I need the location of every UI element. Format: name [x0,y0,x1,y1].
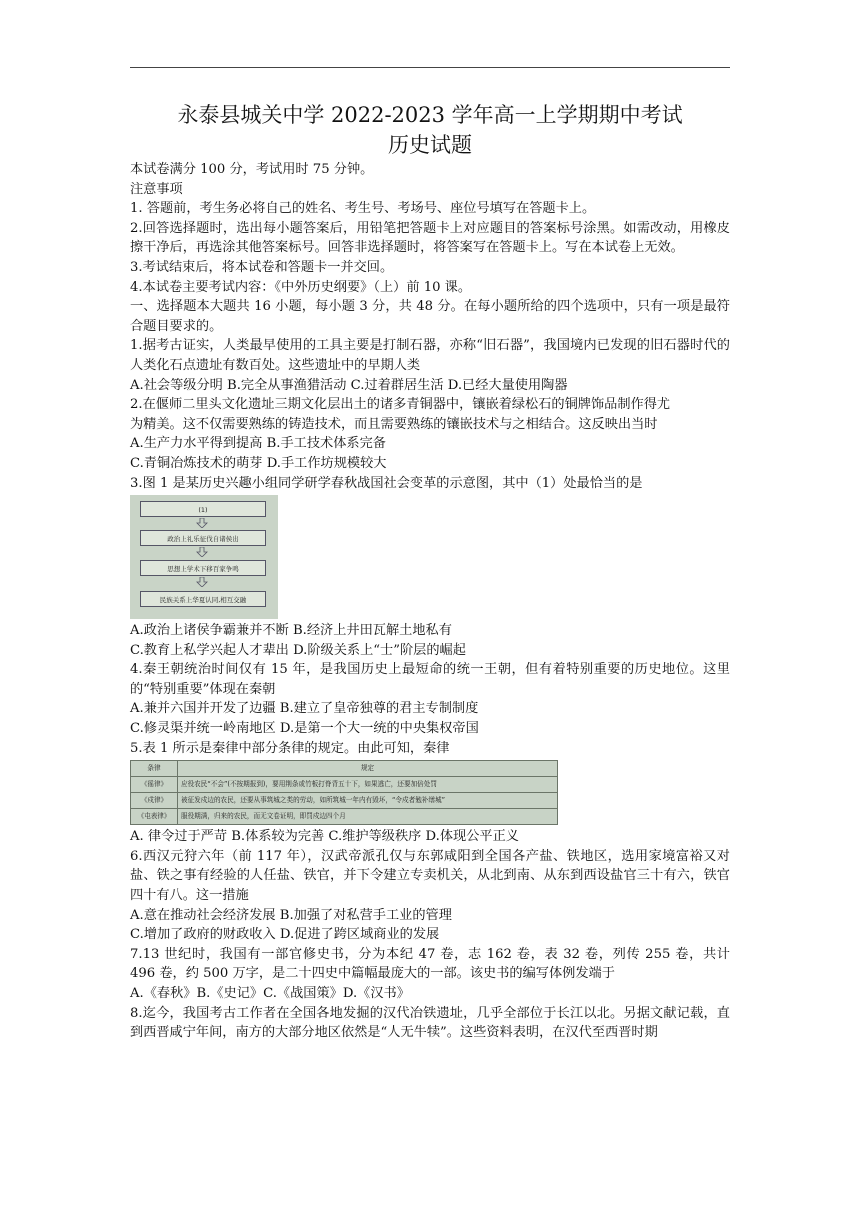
q5-options: A. 律令过于严苛 B.体系较为完善 C.维护等级秩序 D.体现公平正义 [130,829,519,845]
q6-stem: 6.西汉元狩六年（前 117 年），汉武帝派孔仅与东郭咸阳到全国各产盐、铁地区，选用家境富裕又对盐、铁之事有经验的人任盐、铁官，并下令建立专卖机关，从北到南、从东到西设盐官三十有六，铁官四十有八。这一措施 [130,848,730,904]
flow-box-1: (1) [140,501,266,517]
q2-options-1: A.生产力水平得到提高 B.手工技术体系完备 [130,436,386,452]
table-header-cell: 规定 [178,761,558,777]
flow-box-3: 思想上学术下移百家争鸣 [140,560,266,576]
q7-stem: 7.13 世纪时，我国有一部官修史书，分为本纪 47 卷，志 162 卷，表 32 卷，列传 255 卷，共计 496 卷，约 500 万字，是二十四史中篇幅最庞大的一部。该史书的编写体例发端于 [130,946,730,982]
q2-stem: 2.在偃师二里头文化遗址三期文化层出土的诸多青铜器中，镶嵌着绿松石的铜牌饰品制作得尤 [130,397,671,413]
table-row [131,793,558,809]
table-cell: 《戍律》 [131,793,178,809]
intro-notice-4: 4.本试卷主要考试内容：《中外历史纲要》（上）前 10 课。 [130,279,472,295]
top-rule [130,67,730,68]
q5-stem: 5.表 1 所示是秦律中部分条律的规定。由此可知，秦律 [130,740,450,756]
q1-options: A.社会等级分明 B.完全从事渔猎活动 C.过着群居生活 D.已经大量使用陶器 [130,377,568,393]
flow-box-4: 民族关系上华夏认同,相互交融 [140,591,266,607]
table-row [131,809,558,825]
exam-page [130,100,730,1043]
q2-stem-cont: 为精美。这不仅需要熟练的铸造技术，而且需要熟练的镶嵌技术与之相结合。这反映出当时 [130,416,658,432]
section-heading: 一、选择题本大题共 16 小题，每小题 3 分，共 48 分。在每小题所给的四个选项中，只有一项是最符合题目要求的。 [130,299,730,334]
exam-title: 永泰县城关中学 2022-2023 学年高一上学期期中考试 [177,103,683,127]
q7-options: A.《春秋》B.《史记》C.《战国策》D.《汉书》 [130,986,410,1001]
table-cell: 服役期满，归来的农民，而无文卷证明，即罚戍边四个月 [178,809,558,825]
intro-notice-heading: 注意事项 [130,181,183,197]
q3-options-1: A.政治上诸侯争霸兼并不断 B.经济上井田瓦解土地私有 [130,623,452,639]
q3-options-2: C.教育上私学兴起人才辈出 D.阶级关系上“士”阶层的崛起 [130,642,466,658]
table-cell: 被征发戍边的农民，还要从事筑城之类的劳动，如所筑城一年内有毁坏，“令戍者勉补缮城” [178,793,558,809]
q4-options-1: A.兼并六国并开发了边疆 B.建立了皇帝独尊的君主专制制度 [130,701,479,717]
table-header-row [131,761,558,777]
intro-notice-2: 2.回答选择题时，选出每小题答案后，用铅笔把答题卡上对应题目的答案标号涂黑。如需改动，用橡皮擦干净后，再选涂其他答案标号。回答非选择题时，将答案写在答题卡上。写在本试卷上无效。 [130,220,730,256]
table-header-cell: 条律 [131,761,178,777]
table-cell: 《屯表律》 [131,809,178,825]
figure-1-flowchart [130,495,730,619]
q4-stem: 4.秦王朝统治时间仅有 15 年，是我国历史上最短命的统一王朝，但有着特别重要的历史地位。这里的“特别重要”体现在秦朝 [130,662,730,697]
q6-options-2: C.增加了政府的财政收入 D.促进了跨区域商业的发展 [130,927,440,943]
flow-box-2: 政治上礼乐征伐自诸侯出 [140,530,266,546]
q3-stem: 3.图 1 是某历史兴趣小组同学研学春秋战国社会变革的示意图，其中（1）处最恰当的是 [130,475,643,491]
arrow-down-icon [196,577,208,587]
exam-subtitle: 历史试题 [388,133,472,157]
table-1-qin-laws [130,760,558,825]
arrow-down-icon [196,518,208,528]
q4-options-2: C.修灵渠并统一岭南地区 D.是第一个大一统的中央集权帝国 [130,721,479,737]
q1-stem: 1.据考古证实，人类最早使用的工具主要是打制石器，亦称“旧石器”，我国境内已发现的旧石器时代的人类化石点遗址有数百处。这些遗址中的早期人类 [130,338,730,373]
table-row [131,777,558,793]
intro-notice-1: 1. 答题前，考生务必将自己的姓名、考生号、考场号、座位号填写在答题卡上。 [130,201,596,217]
q8-stem: 8.迄今，我国考古工作者在全国各地发掘的汉代冶铁遗址，几乎全部位于长江以北。另据文献记载，直到西晋咸宁年间，南方的大部分地区依然是“人无牛犊”。这些资料表明，在汉代至西晋时期 [130,1005,730,1041]
table-cell: 应役农民“不会”(不按期报到)，要用荆条或竹板打脊背五十下，如果逃亡，还要加倍处罚 [178,777,558,793]
intro-notice-3: 3.考试结束后，将本试卷和答题卡一并交回。 [130,259,394,275]
arrow-down-icon [196,547,208,557]
q6-options-1: A.意在推动社会经济发展 B.加强了对私营手工业的管理 [130,907,452,923]
table-cell: 《徭律》 [131,777,178,793]
intro-score: 本试卷满分 100 分，考试用时 75 分钟。 [130,162,374,177]
q2-options-2: C.青铜冶炼技术的萌芽 D.手工作坊规模较大 [130,455,387,471]
